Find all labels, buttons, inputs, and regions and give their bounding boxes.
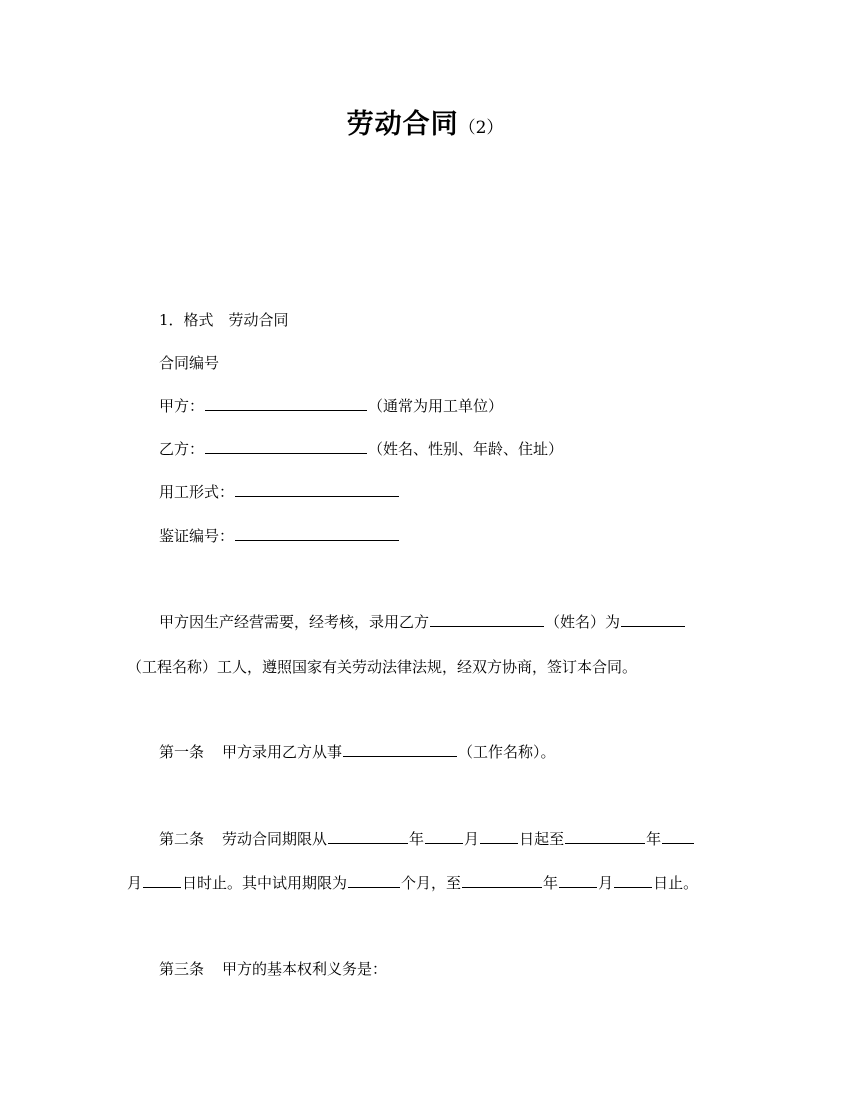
article-1-row [159, 741, 556, 763]
party-b-row [159, 438, 563, 460]
article-3-text: 甲方的基本权利义务是： [222, 960, 388, 978]
job-name-blank [343, 741, 457, 757]
preamble-line-1 [159, 611, 686, 633]
employment-form-row [159, 481, 400, 503]
end-day-blank [143, 872, 181, 888]
start-year-blank [328, 828, 408, 844]
article-3-label: 第三条 [159, 960, 205, 978]
article-2-line-1 [159, 828, 695, 850]
employment-form-label: 用工形式： [159, 483, 235, 501]
preamble-text-2: （姓名）为 [545, 613, 621, 631]
contract-number-label: 合同编号 [159, 354, 220, 372]
project-name-blank [621, 611, 685, 627]
year-label-3: 年 [543, 874, 559, 892]
article-2-label: 第二条 [159, 830, 205, 848]
probation-end-year-blank [462, 872, 542, 888]
verification-no-row [159, 525, 400, 547]
party-b-label: 乙方： [159, 440, 205, 458]
month-label-3: 月 [598, 874, 614, 892]
party-a-label: 甲方： [159, 397, 205, 415]
party-b-blank [205, 438, 367, 454]
article-1-text-2: （工作名称）。 [458, 743, 556, 761]
article-3-row [159, 958, 387, 980]
article-2-text-2: 日时止。其中试用期限为 [182, 874, 348, 892]
month-label-2: 月 [127, 874, 143, 892]
probation-months-blank [348, 872, 400, 888]
title-main: 劳动合同 [346, 109, 459, 140]
end-year-blank [565, 828, 645, 844]
party-b-note: （姓名、性别、年龄、住址） [368, 440, 564, 458]
party-a-note: （通常为用工单位） [368, 397, 504, 415]
start-month-blank [425, 828, 463, 844]
probation-end-month-blank [559, 872, 597, 888]
employee-name-blank [430, 611, 544, 627]
verification-no-blank [235, 525, 399, 541]
article-1-text-1: 甲方录用乙方从事 [222, 743, 343, 761]
article-2-text-1: 劳动合同期限从 [222, 830, 328, 848]
year-label-2: 年 [646, 830, 662, 848]
party-a-row [159, 395, 503, 417]
document-title [0, 102, 850, 141]
preamble-text-1: 甲方因生产经营需要，经考核，录用乙方 [159, 613, 430, 631]
preamble-line-2: （工程名称）工人，遵照国家有关劳动法律法规，经双方协商，签订本合同。 [127, 658, 638, 676]
year-label: 年 [409, 830, 425, 848]
month-label: 月 [464, 830, 480, 848]
day-from-label: 日起至 [519, 830, 565, 848]
party-a-blank [205, 395, 367, 411]
employment-form-blank [235, 481, 399, 497]
article-1-label: 第一条 [159, 743, 205, 761]
article-2-text-3: 个月，至 [401, 874, 462, 892]
format-line: 1．格式 劳动合同 [159, 311, 289, 329]
article-2-line-2 [127, 872, 698, 894]
title-suffix: （2） [458, 118, 504, 138]
probation-end-day-blank [614, 872, 652, 888]
end-month-blank-part [662, 828, 694, 844]
verification-no-label: 鉴证编号： [159, 527, 235, 545]
day-end-label: 日止。 [653, 874, 699, 892]
start-day-blank [480, 828, 518, 844]
